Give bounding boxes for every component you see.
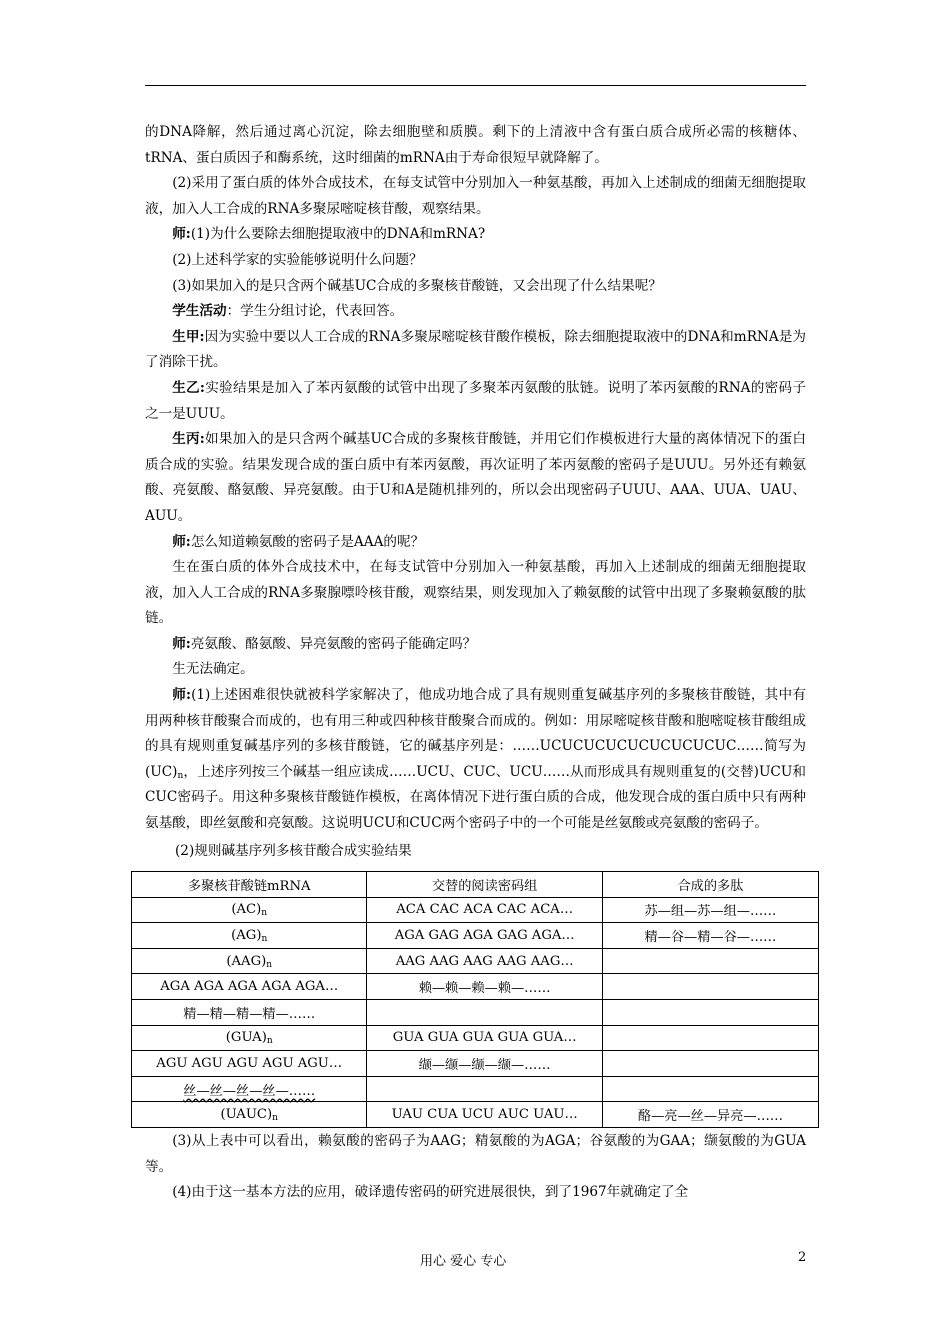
speaker-label: 师: [172, 635, 191, 652]
table-cell [602, 948, 818, 974]
table-cell [602, 1025, 818, 1051]
table-cell: 缬—缬—缬—缬—…… [367, 1051, 602, 1077]
table-cell: $(AC)_n$ [132, 897, 367, 923]
table-cell [602, 974, 818, 1000]
table-cell: AGA GAG AGA GAG AGA… [367, 923, 602, 949]
speaker-label: 生乙: [172, 379, 205, 396]
paragraph: 生在蛋白质的体外合成技术中，在每支试管中分别加入一种氨基酸，再加入上述制成的细菌无细胞提取液，加入人工合成的RNA多聚腺嘌呤核苷酸，观察结果，则发现加入了赖氨酸的试管中出现了多聚赖氨酸的肽链。 [145, 559, 806, 627]
paragraph: 生乙:实验结果是加入了苯丙氨酸的试管中出现了多聚苯丙氨酸的肽链。说明了苯丙氨酸的RNA的密码子之一是UUU。 [145, 379, 806, 422]
conclusion-text [145, 1129, 806, 1206]
paragraph: 师:亮氨酸、酪氨酸、异亮氨酸的密码子能确定吗？ [172, 635, 477, 652]
table-header-cell: 多聚核苷酸链mRNA [132, 872, 367, 898]
speaker-label: 生甲: [172, 328, 205, 345]
main-text [145, 120, 806, 864]
table-row [132, 1102, 819, 1128]
page-number: 2 [798, 1250, 807, 1265]
paragraph: (4)由于这一基本方法的应用，破译遗传密码的研究进展很快，到了1967年就确定了全 [172, 1184, 689, 1201]
table-row [132, 974, 819, 1000]
table-row [132, 1025, 819, 1051]
speaker-label: 师: [172, 226, 191, 243]
table-cell: 丝—丝—丝—丝—…… [132, 1076, 367, 1102]
table-cell [602, 1051, 818, 1077]
speaker-label: 师: [172, 533, 191, 550]
speaker-label: 师: [172, 687, 192, 704]
table-header-row [132, 872, 819, 898]
table-cell: AGA AGA AGA AGA AGA… [132, 974, 367, 1000]
paragraph: 师:(1)为什么要除去细胞提取液中的DNA和mRNA? [172, 226, 486, 243]
footer-motto: 用心 爱心 专心 [420, 1254, 507, 1269]
table-row [132, 923, 819, 949]
paragraph: 生无法确定。 [172, 661, 254, 678]
table-cell: ACA CAC ACA CAC ACA… [367, 897, 602, 923]
table-row [132, 948, 819, 974]
paragraph: 师:(1)上述困难很快就被科学家解决了，他成功地合成了具有规则重复碱基序列的多聚核苷酸链，其中有用两种核苷酸聚合而成的，也有用三种或四种核苷酸聚合而成的。例如：用尿嘧啶核苷酸和胞嘧啶核苷酸组成的具有规则重复碱基序列的多核苷酸链，它的碱基序列是：……UCUCUCUCUCUCUCUCUC……简写为$(UC)_n$，上述序列按三个碱基一组应读成……UCU、CUC、UCU……从而形成具有规则重复的(交替)UCU和CUC密码子。用这种多聚核苷酸链作模板，在离体情况下进行蛋白质的合成，他发现合成的蛋白质中只有两种氨基酸，即丝氨酸和亮氨酸。这说明UCU和CUC两个密码子中的一个可能是丝氨酸或亮氨酸的密码子。 [145, 687, 806, 832]
paragraph: (3)如果加入的是只含两个碱基UC合成的多聚核苷酸链，又会出现了什么结果呢？ [172, 277, 662, 294]
table-cell [602, 1076, 818, 1102]
table-cell: GUA GUA GUA GUA GUA… [367, 1025, 602, 1051]
table-cell [602, 999, 818, 1025]
table-cell [367, 999, 602, 1025]
paragraph: 生丙:如果加入的是只含两个碱基UC合成的多聚核苷酸链，并用它们作模板进行大量的离体情况下的蛋白质合成的实验。结果发现合成的蛋白质中有苯丙氨酸，再次证明了苯丙氨酸的密码子是UUU。另外还有赖氨酸、亮氨酸、酪氨酸、异亮氨酸。由于U和A是随机排列的，所以会出现密码子UUU、AAA、UUA、UAU、AUU。 [145, 431, 806, 524]
paragraph: (3)从上表中可以看出，赖氨酸的密码子为AAG；精氨酸的为AGA；谷氨酸的为GAA；缬氨酸的为GUA等。 [145, 1133, 806, 1175]
paragraph: 生甲:因为实验中要以人工合成的RNA多聚尿嘧啶核苷酸作模板，除去细胞提取液中的DNA和mRNA是为了消除干扰。 [145, 328, 806, 371]
table-caption: (2)规则碱基序列多核苷酸合成实验结果 [175, 842, 412, 859]
table-cell: $(AG)_n$ [132, 923, 367, 949]
table-cell: 赖—赖—赖—赖—…… [367, 974, 602, 1000]
table-row [132, 1051, 819, 1077]
paragraph: 学生活动：学生分组讨论，代表回答。 [172, 303, 404, 320]
table-cell: AAG AAG AAG AAG AAG… [367, 948, 602, 974]
table-cell: 苏—组—苏—组—…… [602, 897, 818, 923]
table-header-cell: 合成的多肽 [602, 872, 818, 898]
speaker-label: 学生活动 [172, 303, 227, 320]
table-cell: UAU CUA UCU AUC UAU… [367, 1102, 602, 1128]
table-cell: $(GUA)_n$ [132, 1025, 367, 1051]
table-header-cell: 交替的阅读密码组 [367, 872, 602, 898]
codon-results-table [131, 871, 819, 1128]
paragraph: 的DNA降解，然后通过离心沉淀，除去细胞壁和质膜。剩下的上清液中含有蛋白质合成所必需的核糖体、tRNA、蛋白质因子和酶系统，这时细菌的mRNA由于寿命很短早就降解了。 [145, 124, 806, 166]
table-row [132, 999, 819, 1025]
table-cell: 精—精—精—精—…… [132, 999, 367, 1025]
table-row [132, 897, 819, 923]
table-row [132, 1076, 819, 1102]
table-cell [367, 1076, 602, 1102]
header-rule [145, 85, 806, 86]
table-cell: 精—谷—精—谷—…… [602, 923, 818, 949]
table-cell: 酪—亮—丝—异亮—…… [602, 1102, 818, 1128]
table-cell: AGU AGU AGU AGU AGU… [132, 1051, 367, 1077]
paragraph: 师:怎么知道赖氨酸的密码子是AAA的呢？ [172, 533, 425, 550]
paragraph: (2)采用了蛋白质的体外合成技术，在每支试管中分别加入一种氨基酸，再加入上述制成的细菌无细胞提取液，加入人工合成的RNA多聚尿嘧啶核苷酸，观察结果。 [145, 175, 806, 217]
table-cell: $(UAUC)_n$ [132, 1102, 367, 1128]
table-cell: $(AAG)_n$ [132, 948, 367, 974]
speaker-label: 生丙: [172, 431, 205, 448]
paragraph: (2)上述科学家的实验能够说明什么问题？ [172, 251, 423, 268]
